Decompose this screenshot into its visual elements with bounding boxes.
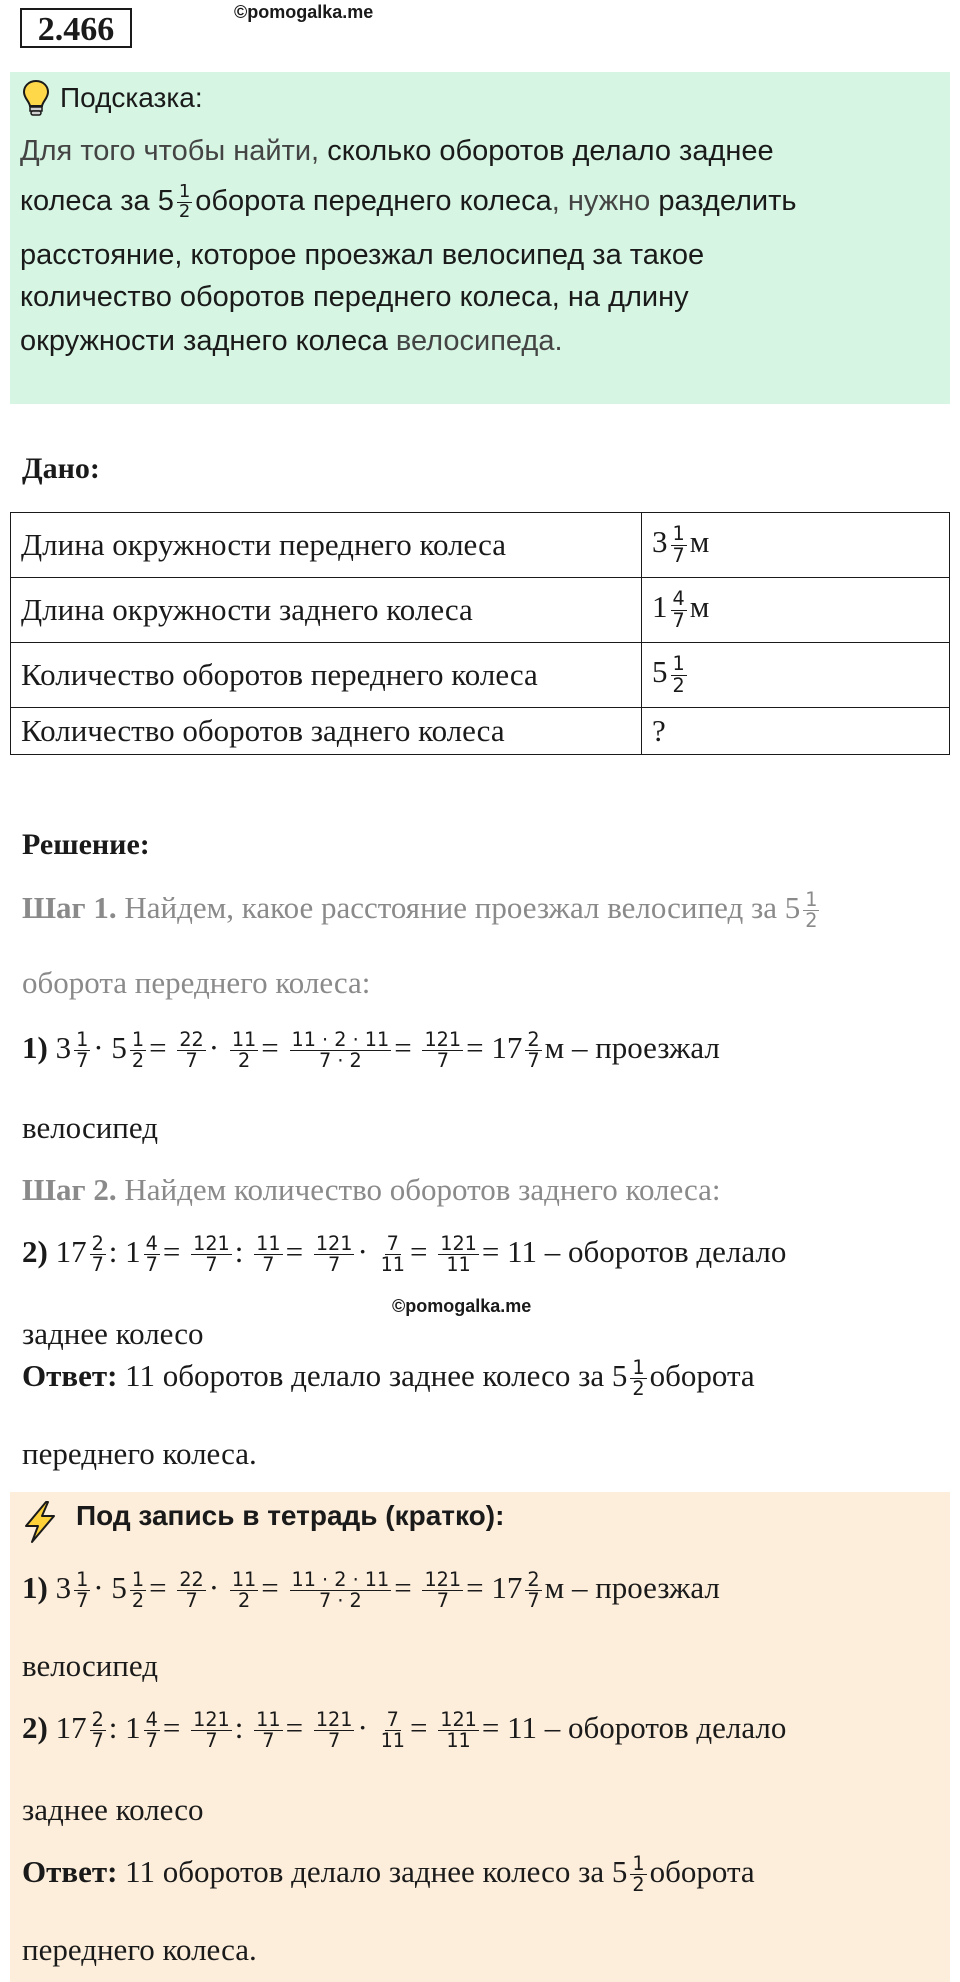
table-row: [11, 708, 950, 755]
given-table: [10, 512, 950, 755]
hint-line-4: количество оборотов переднего колеса, на длину: [20, 281, 689, 313]
table-cell-value: ?: [642, 708, 950, 755]
notes-answer: Ответ: 11 оборотов делало заднее колесо за 5 $\frac{1}{2}$ оборота: [22, 1852, 755, 1897]
table-row: [11, 578, 950, 643]
hint-line-5: окружности заднего колеса велосипеда.: [20, 325, 563, 357]
lightning-icon: [20, 1500, 60, 1544]
notes-calc-2-continued: заднее колесо: [22, 1792, 204, 1827]
notes-calc-2: 2) 17 $\frac{2}{7}$ : 1 $\frac{4}{7}$ = $\frac{121}{7}$ : $\frac{11}{7}$ = $\frac{121}{7}$ · $\frac{7}{11}$ = $\frac{121}{11}$ = 11 – оборотов делало: [22, 1708, 787, 1753]
table-cell-value: 5 $\frac{1}{2}$: [642, 643, 950, 708]
step-2-text: Шаг 2. Найдем количество оборотов заднего колеса:: [22, 1172, 721, 1207]
answer-continued: переднего колеса.: [22, 1436, 257, 1471]
table-cell-value: 3 $\frac{1}{7}$ м: [642, 513, 950, 578]
calc-1: 1) 3 $\frac{1}{7}$ · 5 $\frac{1}{2}$ = $\frac{22}{7}$ · $\frac{11}{2}$ = $\frac{11 \cdot 2 \cdot 11}{7 \cdot 2}$ = $\frac{121}{7}$ = 17 $\frac{2}{7}$ м – проезжал: [22, 1028, 720, 1073]
step-1-continued: оборота переднего колеса:: [22, 965, 371, 1000]
watermark-middle: ©pomogalka.me: [392, 1296, 532, 1316]
hint-line-3: расстояние, которое проезжал велосипед за такое: [20, 239, 705, 271]
table-cell-label: Длина окружности заднего колеса: [11, 578, 642, 643]
step-1-text: Шаг 1. Найдем, какое расстояние проезжал велосипед за 5 $\frac{1}{2}$: [22, 888, 818, 933]
calc-2: 2) 17 $\frac{2}{7}$ : 1 $\frac{4}{7}$ = $\frac{121}{7}$ : $\frac{11}{7}$ = $\frac{121}{7}$ · $\frac{7}{11}$ = $\frac{121}{11}$ = 11 – оборотов делало: [22, 1232, 787, 1277]
notes-calc-1-continued: велосипед: [22, 1648, 159, 1683]
notes-title: Под запись в тетрадь (кратко):: [76, 1500, 505, 1531]
lightbulb-icon: [20, 78, 52, 118]
given-title: Дано:: [22, 452, 100, 485]
hint-line-2: колеса за 5 $\frac{1}{2}$ оборота переднего колеса, нужно разделить: [20, 180, 797, 222]
table-cell-label: Количество оборотов заднего колеса: [11, 708, 642, 755]
table-row: [11, 513, 950, 578]
problem-number: 2.466: [20, 8, 132, 48]
calc-2-continued: заднее колесо: [22, 1316, 204, 1351]
hint-title: Подсказка:: [60, 82, 203, 113]
fraction-one-half: $\frac{1}{2}$: [178, 180, 191, 222]
notes-calc-1: 1) 3 $\frac{1}{7}$ · 5 $\frac{1}{2}$ = $\frac{22}{7}$ · $\frac{11}{2}$ = $\frac{11 \cdot 2 \cdot 11}{7 \cdot 2}$ = $\frac{121}{7}$ = 17 $\frac{2}{7}$ м – проезжал: [22, 1568, 720, 1613]
notes-answer-continued: переднего колеса.: [22, 1932, 257, 1967]
solution-title: Решение:: [22, 828, 150, 861]
answer: Ответ: 11 оборотов делало заднее колесо за 5 $\frac{1}{2}$ оборота: [22, 1356, 755, 1401]
table-cell-label: Количество оборотов переднего колеса: [11, 643, 642, 708]
table-cell-value: 1 $\frac{4}{7}$ м: [642, 578, 950, 643]
hint-line-1: Для того чтобы найти, сколько оборотов делало заднее: [20, 135, 774, 167]
table-row: [11, 643, 950, 708]
watermark-top: ©pomogalka.me: [234, 2, 374, 22]
table-cell-label: Длина окружности переднего колеса: [11, 513, 642, 578]
calc-1-continued: велосипед: [22, 1110, 159, 1145]
